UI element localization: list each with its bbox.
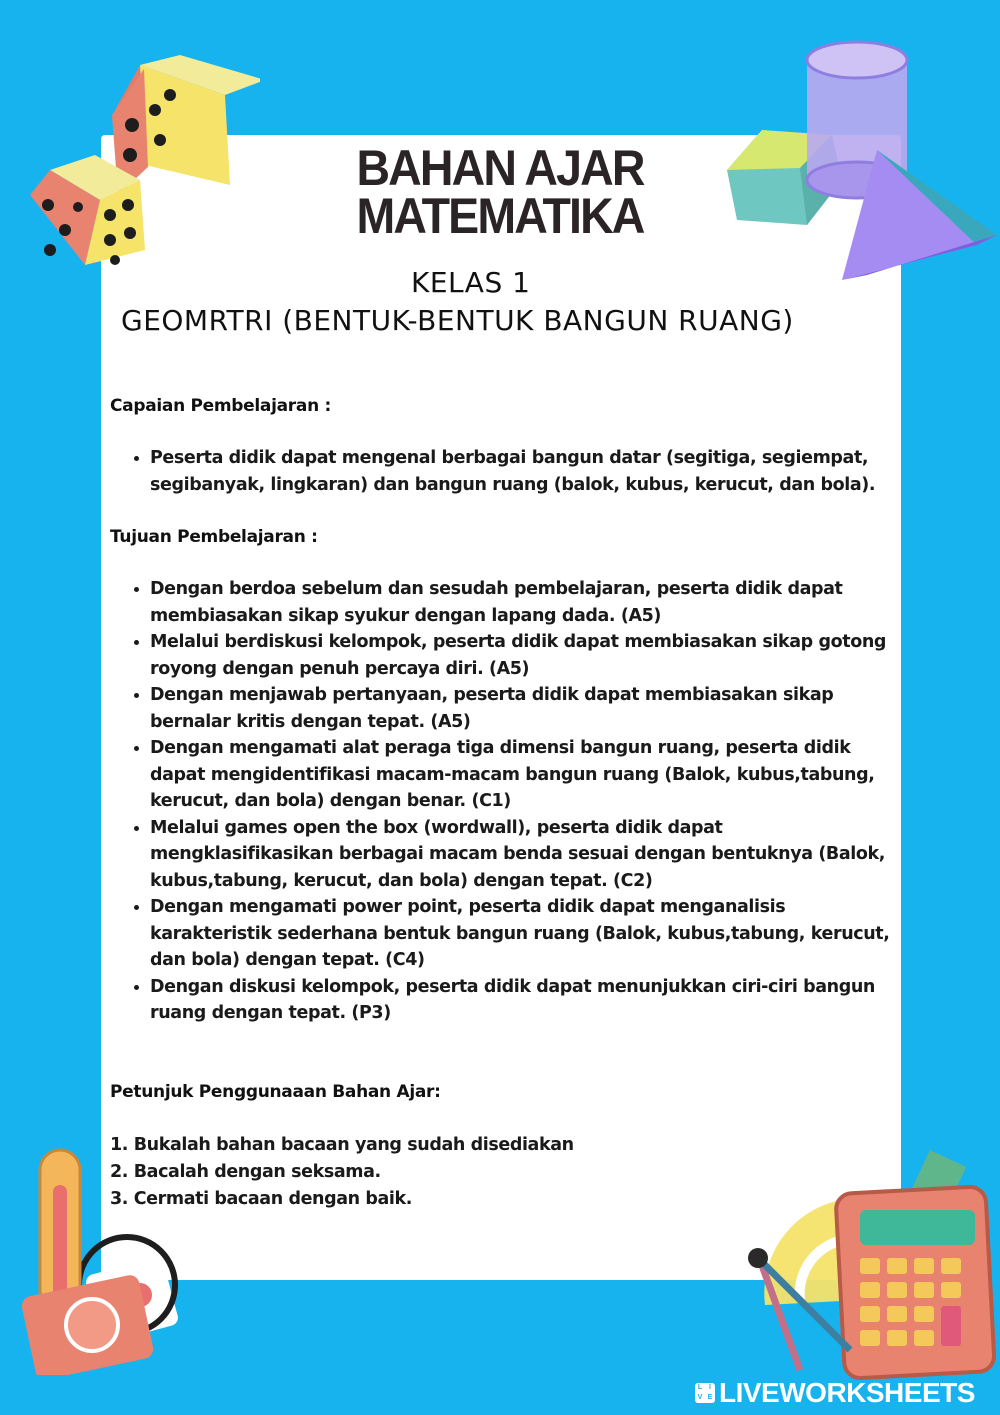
list-item: • Dengan mengamati power point, peserta didik dapat menganalisis karakteristik sederhana bentuk bangun ruang (Balok, kubus,tabung, kerucut, dan bola) dengan tepat. (C4) <box>150 894 910 974</box>
topic-label: GEOMRTRI (BENTUK-BENTUK BANGUN RUANG) <box>121 304 794 337</box>
math-tools-icon <box>740 1150 1000 1380</box>
petunjuk-steps <box>110 1132 574 1213</box>
title-line-2: MATEMATIKA <box>356 188 644 244</box>
step-item: 2. Bacalah dengan seksama. <box>110 1162 381 1182</box>
list-item: • Melalui games open the box (wordwall), peserta didik dapat mengklasifikasikan berbagai macam benda sesuai dengan bentuknya (Balok, kubus,tabung, kerucut, dan bola) dengan tepat. (C2) <box>150 815 910 895</box>
petunjuk-heading: Petunjuk Penggunaaan Bahan Ajar: <box>110 1082 441 1102</box>
list-item: • Dengan berdoa sebelum dan sesudah pembelajaran, peserta didik dapat membiasakan sikap syukur dengan lapang dada. (A5) <box>150 576 910 629</box>
liveworksheets-logo-icon: L I V E <box>695 1383 715 1403</box>
title-line-1: BAHAN AJAR <box>356 140 644 196</box>
step-item: 3. Cermati bacaan dengan baik. <box>110 1189 413 1209</box>
capaian-list <box>128 445 910 498</box>
step-item: 1. Bukalah bahan bacaan yang sudah disediakan <box>110 1135 574 1155</box>
liveworksheets-brand[interactable] <box>695 1375 975 1411</box>
list-item: • Peserta didik dapat mengenal berbagai bangun datar (segitiga, segiempat, segibanyak, lingkaran) dan bangun ruang (balok, kubus, kerucut, dan bola). <box>150 445 910 498</box>
list-item: • Dengan menjawab pertanyaan, peserta didik dapat membiasakan sikap bernalar kritis dengan tepat. (A5) <box>150 682 910 735</box>
capaian-heading: Capaian Pembelajaran : <box>110 396 331 416</box>
list-item: • Dengan diskusi kelompok, peserta didik dapat menunjukkan ciri-ciri bangun ruang dengan tepat. (P3) <box>150 974 910 1027</box>
calculator-icon <box>835 1186 994 1379</box>
list-item: • Melalui berdiskusi kelompok, peserta didik dapat membiasakan sikap gotong royong dengan penuh percaya diri. (A5) <box>150 629 910 682</box>
tujuan-list <box>128 576 910 1027</box>
grade-label: KELAS 1 <box>411 266 531 299</box>
brand-text: LIVEWORKSHEETS <box>719 1377 975 1408</box>
list-item: • Dengan mengamati alat peraga tiga dimensi bangun ruang, peserta didik dapat mengidentifikasi macam-macam bangun ruang (Balok, kubus,tabung, kerucut, dan bola) dengan benar. (C1) <box>150 735 910 815</box>
tujuan-heading: Tujuan Pembelajaran : <box>110 527 318 547</box>
